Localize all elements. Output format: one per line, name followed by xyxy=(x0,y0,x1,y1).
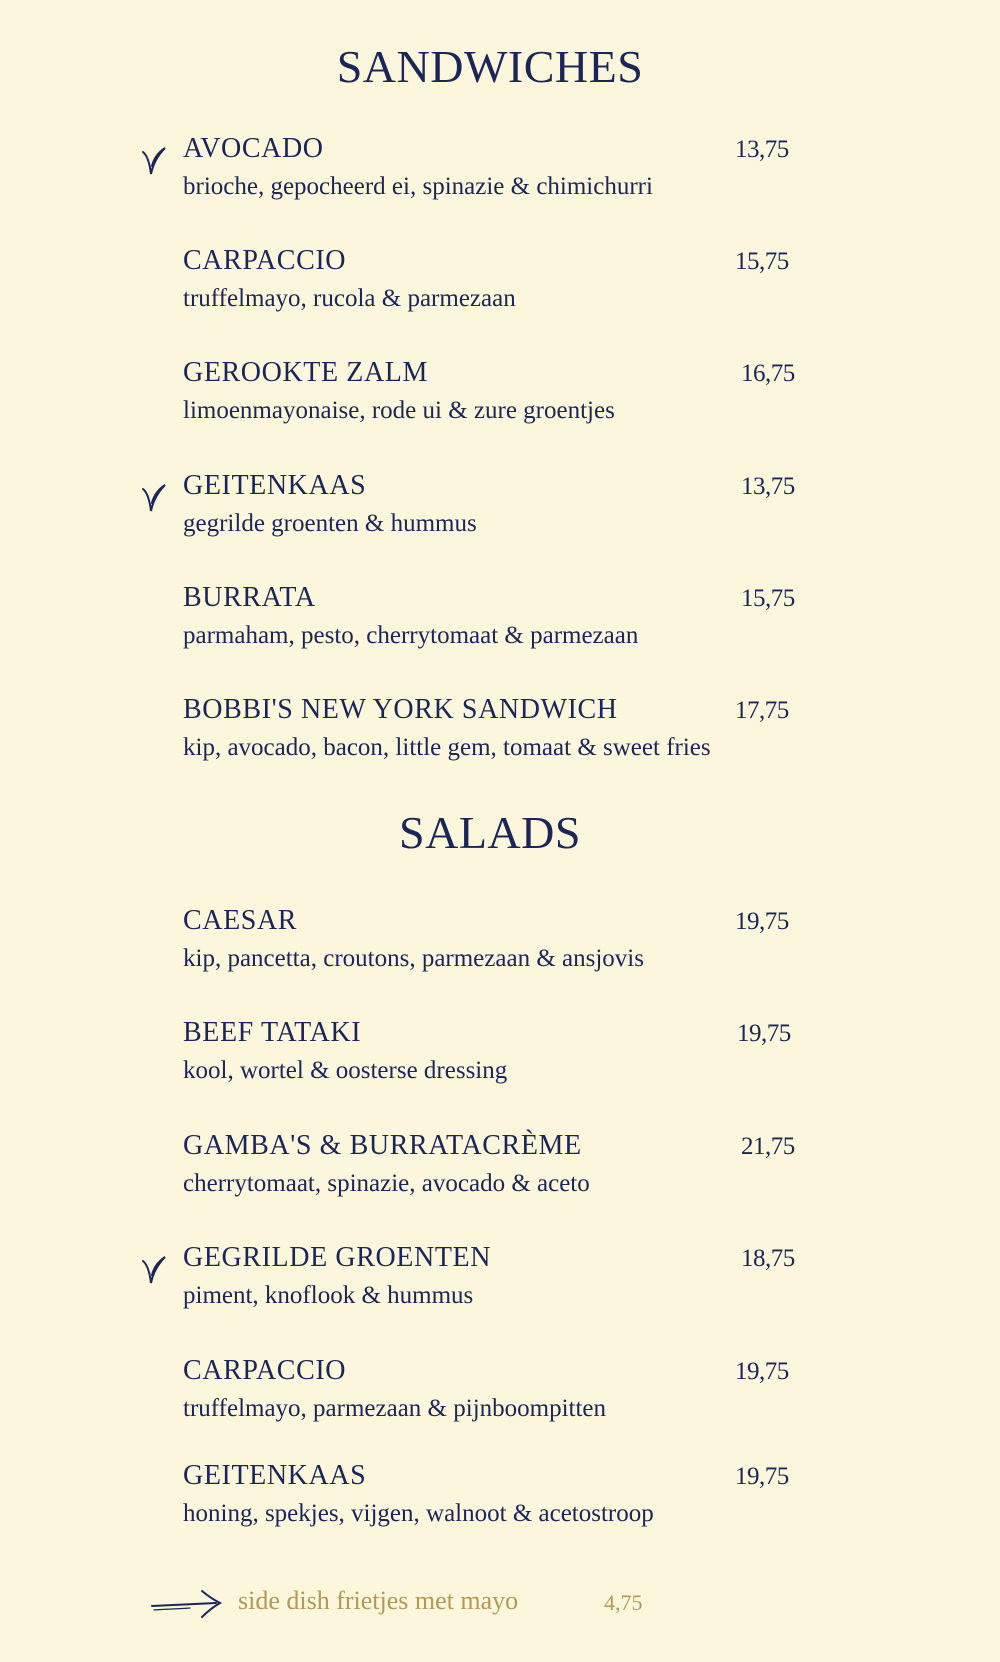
item-name: GAMBA'S & BURRATACRÈME xyxy=(183,1130,582,1161)
item-description: kool, wortel & oosterse dressing xyxy=(183,1057,508,1084)
item-name: BURRATA xyxy=(183,582,316,613)
menu-item-gambas-burratacreme xyxy=(183,1129,803,1201)
menu-item-geitenkaas xyxy=(183,469,803,541)
item-name: GEITENKAAS xyxy=(183,1460,367,1491)
vegetarian-leaf-icon xyxy=(141,1253,167,1289)
item-price: 13,75 xyxy=(735,136,789,163)
section-title-sandwiches: SANDWICHES xyxy=(336,41,644,92)
item-name: AVOCADO xyxy=(183,133,324,164)
item-name: CARPACCIO xyxy=(183,245,347,276)
side-dish-note xyxy=(150,1580,670,1630)
item-price: 15,75 xyxy=(741,585,795,612)
item-price: 19,75 xyxy=(735,1463,789,1490)
item-price: 17,75 xyxy=(735,697,789,724)
item-price: 21,75 xyxy=(741,1133,795,1160)
menu-item-beef-tataki xyxy=(183,1016,803,1088)
item-price: 19,75 xyxy=(735,908,789,935)
item-price: 16,75 xyxy=(741,360,795,387)
arrow-icon xyxy=(150,1586,224,1620)
menu-item-geitenkaas-salad xyxy=(183,1459,803,1531)
menu-item-carpaccio xyxy=(183,244,803,316)
side-dish-price: 4,75 xyxy=(604,1590,643,1615)
menu-item-gerookte-zalm xyxy=(183,356,803,428)
item-name: CARPACCIO xyxy=(183,1355,347,1386)
item-description: parmaham, pesto, cherrytomaat & parmezaan xyxy=(183,622,639,649)
item-price: 18,75 xyxy=(741,1245,795,1272)
item-name: GEITENKAAS xyxy=(183,470,367,501)
item-description: gegrilde groenten & hummus xyxy=(183,510,477,537)
item-description: truffelmayo, parmezaan & pijnboompitten xyxy=(183,1395,607,1422)
menu-item-gegrilde-groenten xyxy=(183,1241,803,1313)
item-name: CAESAR xyxy=(183,905,298,936)
item-price: 15,75 xyxy=(735,248,789,275)
item-price: 19,75 xyxy=(737,1020,791,1047)
menu-item-avocado xyxy=(183,132,803,204)
item-description: piment, knoflook & hummus xyxy=(183,1282,474,1309)
item-price: 13,75 xyxy=(741,473,795,500)
vegetarian-leaf-icon xyxy=(141,481,167,517)
item-name: GEROOKTE ZALM xyxy=(183,357,428,388)
item-description: honing, spekjes, vijgen, walnoot & acetostroop xyxy=(183,1500,654,1527)
menu-item-caesar xyxy=(183,904,803,976)
item-description: limoenmayonaise, rode ui & zure groentjes xyxy=(183,397,615,424)
menu-item-burrata xyxy=(183,581,803,653)
item-price: 19,75 xyxy=(735,1358,789,1385)
menu-item-bobbis-new-york-sandwich xyxy=(183,693,803,765)
item-description: brioche, gepocheerd ei, spinazie & chimichurri xyxy=(183,173,653,200)
section-title-salads: SALADS xyxy=(399,807,581,858)
menu-item-carpaccio-salad xyxy=(183,1354,803,1426)
side-dish-text: side dish frietjes met mayo xyxy=(238,1586,519,1615)
item-description: kip, pancetta, croutons, parmezaan & ansjovis xyxy=(183,945,644,972)
item-name: BOBBI'S NEW YORK SANDWICH xyxy=(183,694,618,725)
item-description: cherrytomaat, spinazie, avocado & aceto xyxy=(183,1170,590,1197)
item-description: truffelmayo, rucola & parmezaan xyxy=(183,285,516,312)
item-name: BEEF TATAKI xyxy=(183,1017,362,1048)
item-description: kip, avocado, bacon, little gem, tomaat & sweet fries xyxy=(183,734,711,761)
vegetarian-leaf-icon xyxy=(141,144,167,180)
item-name: GEGRILDE GROENTEN xyxy=(183,1242,492,1273)
